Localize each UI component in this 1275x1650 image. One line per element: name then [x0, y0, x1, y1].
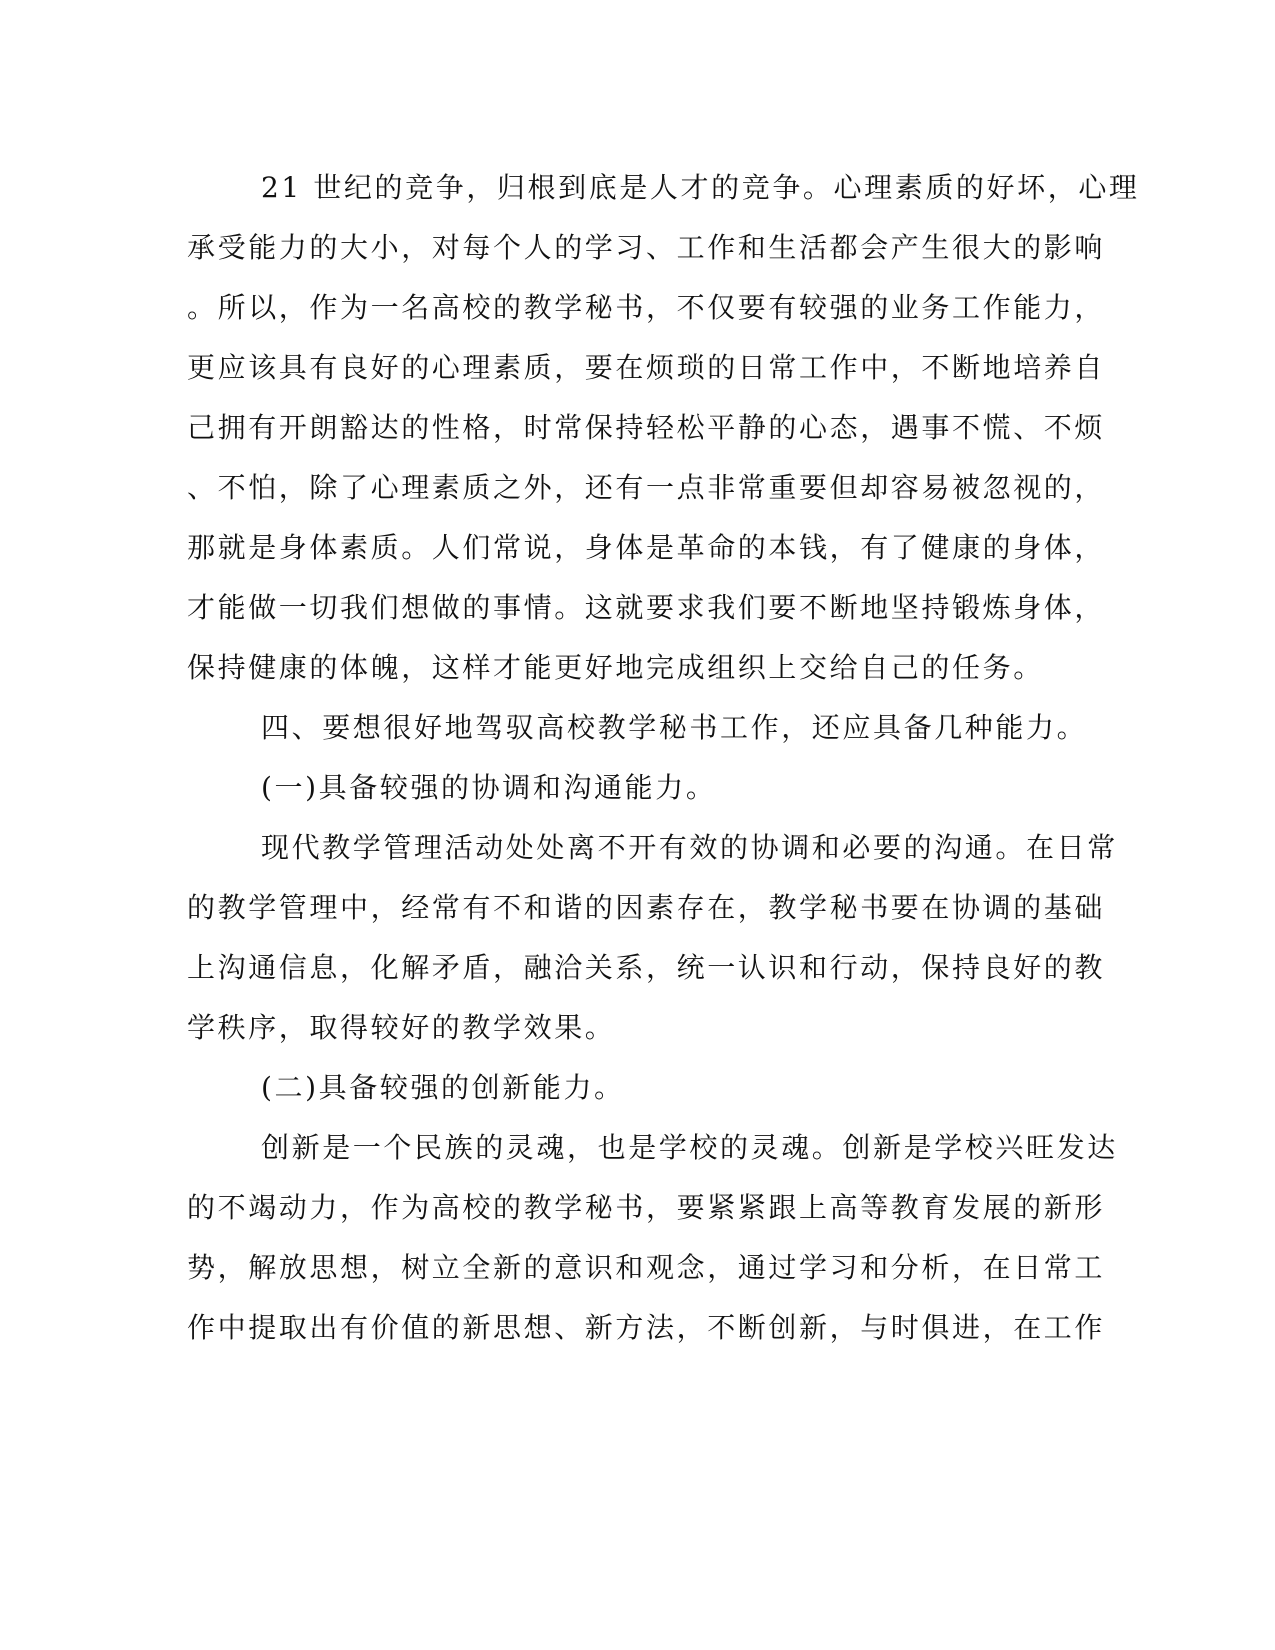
text-line: 承受能力的大小，对每个人的学习、工作和生活都会产生很大的影响: [187, 231, 1106, 264]
text-line: 作中提取出有价值的新思想、新方法，不断创新，与时俱进，在工作: [187, 1311, 1106, 1344]
text-line: 保持健康的体魄，这样才能更好地完成组织上交给自己的任务。: [187, 651, 1044, 684]
text-line: 才能做一切我们想做的事情。这就要求我们要不断地坚持锻炼身体，: [187, 591, 1106, 624]
subsection-heading: (一)具备较强的协调和沟通能力。: [261, 771, 717, 804]
text-line: 势，解放思想，树立全新的意识和观念，通过学习和分析，在日常工: [187, 1251, 1106, 1284]
text-line: 学秩序，取得较好的教学效果。: [187, 1011, 616, 1044]
text-line: 创新是一个民族的灵魂，也是学校的灵魂。创新是学校兴旺发达: [261, 1131, 1118, 1164]
text-line: 更应该具有良好的心理素质，要在烦琐的日常工作中，不断地培养自: [187, 351, 1106, 384]
section-heading: 四、要想很好地驾驭高校教学秘书工作，还应具备几种能力。: [261, 711, 1088, 744]
text-line: 的教学管理中，经常有不和谐的因素存在，教学秘书要在协调的基础: [187, 891, 1106, 924]
text-line: 上沟通信息，化解矛盾，融洽关系，统一认识和行动，保持良好的教: [187, 951, 1106, 984]
text-line: 的不竭动力，作为高校的教学秘书，要紧紧跟上高等教育发展的新形: [187, 1191, 1106, 1224]
text-line: 那就是身体素质。人们常说，身体是革命的本钱，有了健康的身体，: [187, 531, 1106, 564]
text-line: 。所以，作为一名高校的教学秘书，不仅要有较强的业务工作能力，: [187, 291, 1106, 324]
document-body: [187, 158, 1140, 1358]
subsection-heading: (二)具备较强的创新能力。: [261, 1071, 625, 1104]
text-line: 现代教学管理活动处处离不开有效的协调和必要的沟通。在日常: [261, 831, 1118, 864]
text-line: 己拥有开朗豁达的性格，时常保持轻松平静的心态，遇事不慌、不烦: [187, 411, 1106, 444]
text-line: 21 世纪的竞争，归根到底是人才的竞争。心理素质的好坏，心理: [261, 171, 1140, 204]
text-line: 、不怕，除了心理素质之外，还有一点非常重要但却容易被忽视的，: [187, 471, 1106, 504]
